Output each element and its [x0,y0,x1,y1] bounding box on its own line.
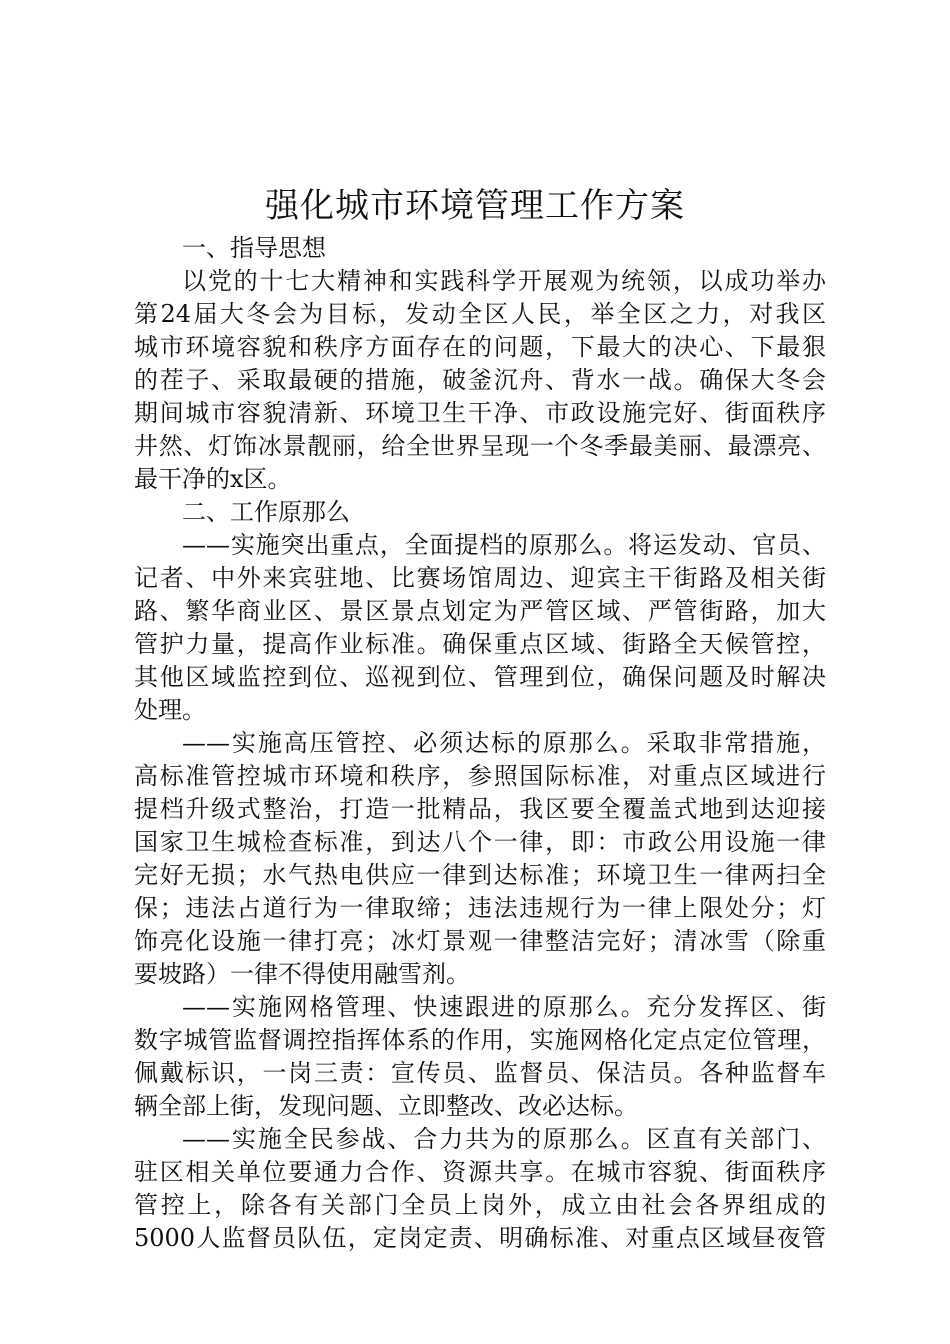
text-line: 完好无损；水气热电供应一律到达标准；环境卫生一律两扫全 [134,861,826,889]
text-line: 处理。 [134,696,206,724]
text-line: 其他区域监控到位、巡视到位、管理到位，确保问题及时解决 [134,663,826,691]
text-line: ——实施高压管控、必须达标的原那么。采取非常措施， [182,729,826,757]
text-line: 的茬子、采取最硬的措施，破釜沉舟、背水一战。确保大冬会 [134,366,826,394]
text-line: 数字城管监督调控指挥体系的作用，实施网格化定点定位管理， [134,1026,826,1054]
text-line: 路、繁华商业区、景区景点划定为严管区域、严管街路，加大 [134,597,826,625]
text-line: 二、工作原那么 [182,498,350,526]
text-line: 保；违法占道行为一律取缔；违法违规行为一律上限处分；灯 [134,894,826,922]
text-line: 期间城市容貌清新、环境卫生干净、市政设施完好、街面秩序 [134,399,826,427]
text-line: 记者、中外来宾驻地、比赛场馆周边、迎宾主干街路及相关街 [134,564,826,592]
text-line: 高标准管控城市环境和秩序，参照国际标准，对重点区域进行 [134,762,826,790]
text-line: 井然、灯饰冰景靓丽，给全世界呈现一个冬季最美丽、最漂亮、 [134,432,826,460]
text-line: ——实施突出重点，全面提档的原那么。将运发动、官员、 [182,531,826,559]
text-line: 一、指导思想 [182,234,326,262]
text-line: 管控上，除各有关部门全员上岗外，成立由社会各界组成的 [134,1191,826,1219]
text-line: 管护力量，提高作业标准。确保重点区域、街路全天候管控， [134,630,826,658]
text-line: 城市环境容貌和秩序方面存在的问题，下最大的决心、下最狠 [134,333,826,361]
text-line: ——实施全民参战、合力共为的原那么。区直有关部门、 [182,1125,826,1153]
text-line: 最干净的x区。 [134,465,292,493]
text-line: 5000人监督员队伍，定岗定责、明确标准、对重点区域昼夜管 [134,1224,826,1252]
text-line: 饰亮化设施一律打亮；冰灯景观一律整洁完好；清冰雪（除重 [134,927,826,955]
text-line: 第24届大冬会为目标，发动全区人民，举全区之力，对我区 [134,300,826,328]
text-line: 国家卫生城检查标准，到达八个一律，即：市政公用设施一律 [134,828,826,856]
text-line: 驻区相关单位要通力合作、资源共享。在城市容貌、街面秩序 [134,1158,826,1186]
text-line: 以党的十七大精神和实践科学开展观为统领，以成功举办 [182,267,826,295]
text-line: ——实施网格管理、快速跟进的原那么。充分发挥区、街 [182,993,826,1021]
text-line: 佩戴标识，一岗三责：宣传员、监督员、保洁员。各种监督车 [134,1059,826,1087]
document-title: 强化城市环境管理工作方案 [265,186,685,226]
text-line: 提档升级式整治，打造一批精品，我区要全覆盖式地到达迎接 [134,795,826,823]
text-line: 辆全部上街，发现问题、立即整改、改必达标。 [134,1092,638,1120]
document-body [134,232,826,1255]
text-line: 要坡路）一律不得使用融雪剂。 [134,960,470,988]
